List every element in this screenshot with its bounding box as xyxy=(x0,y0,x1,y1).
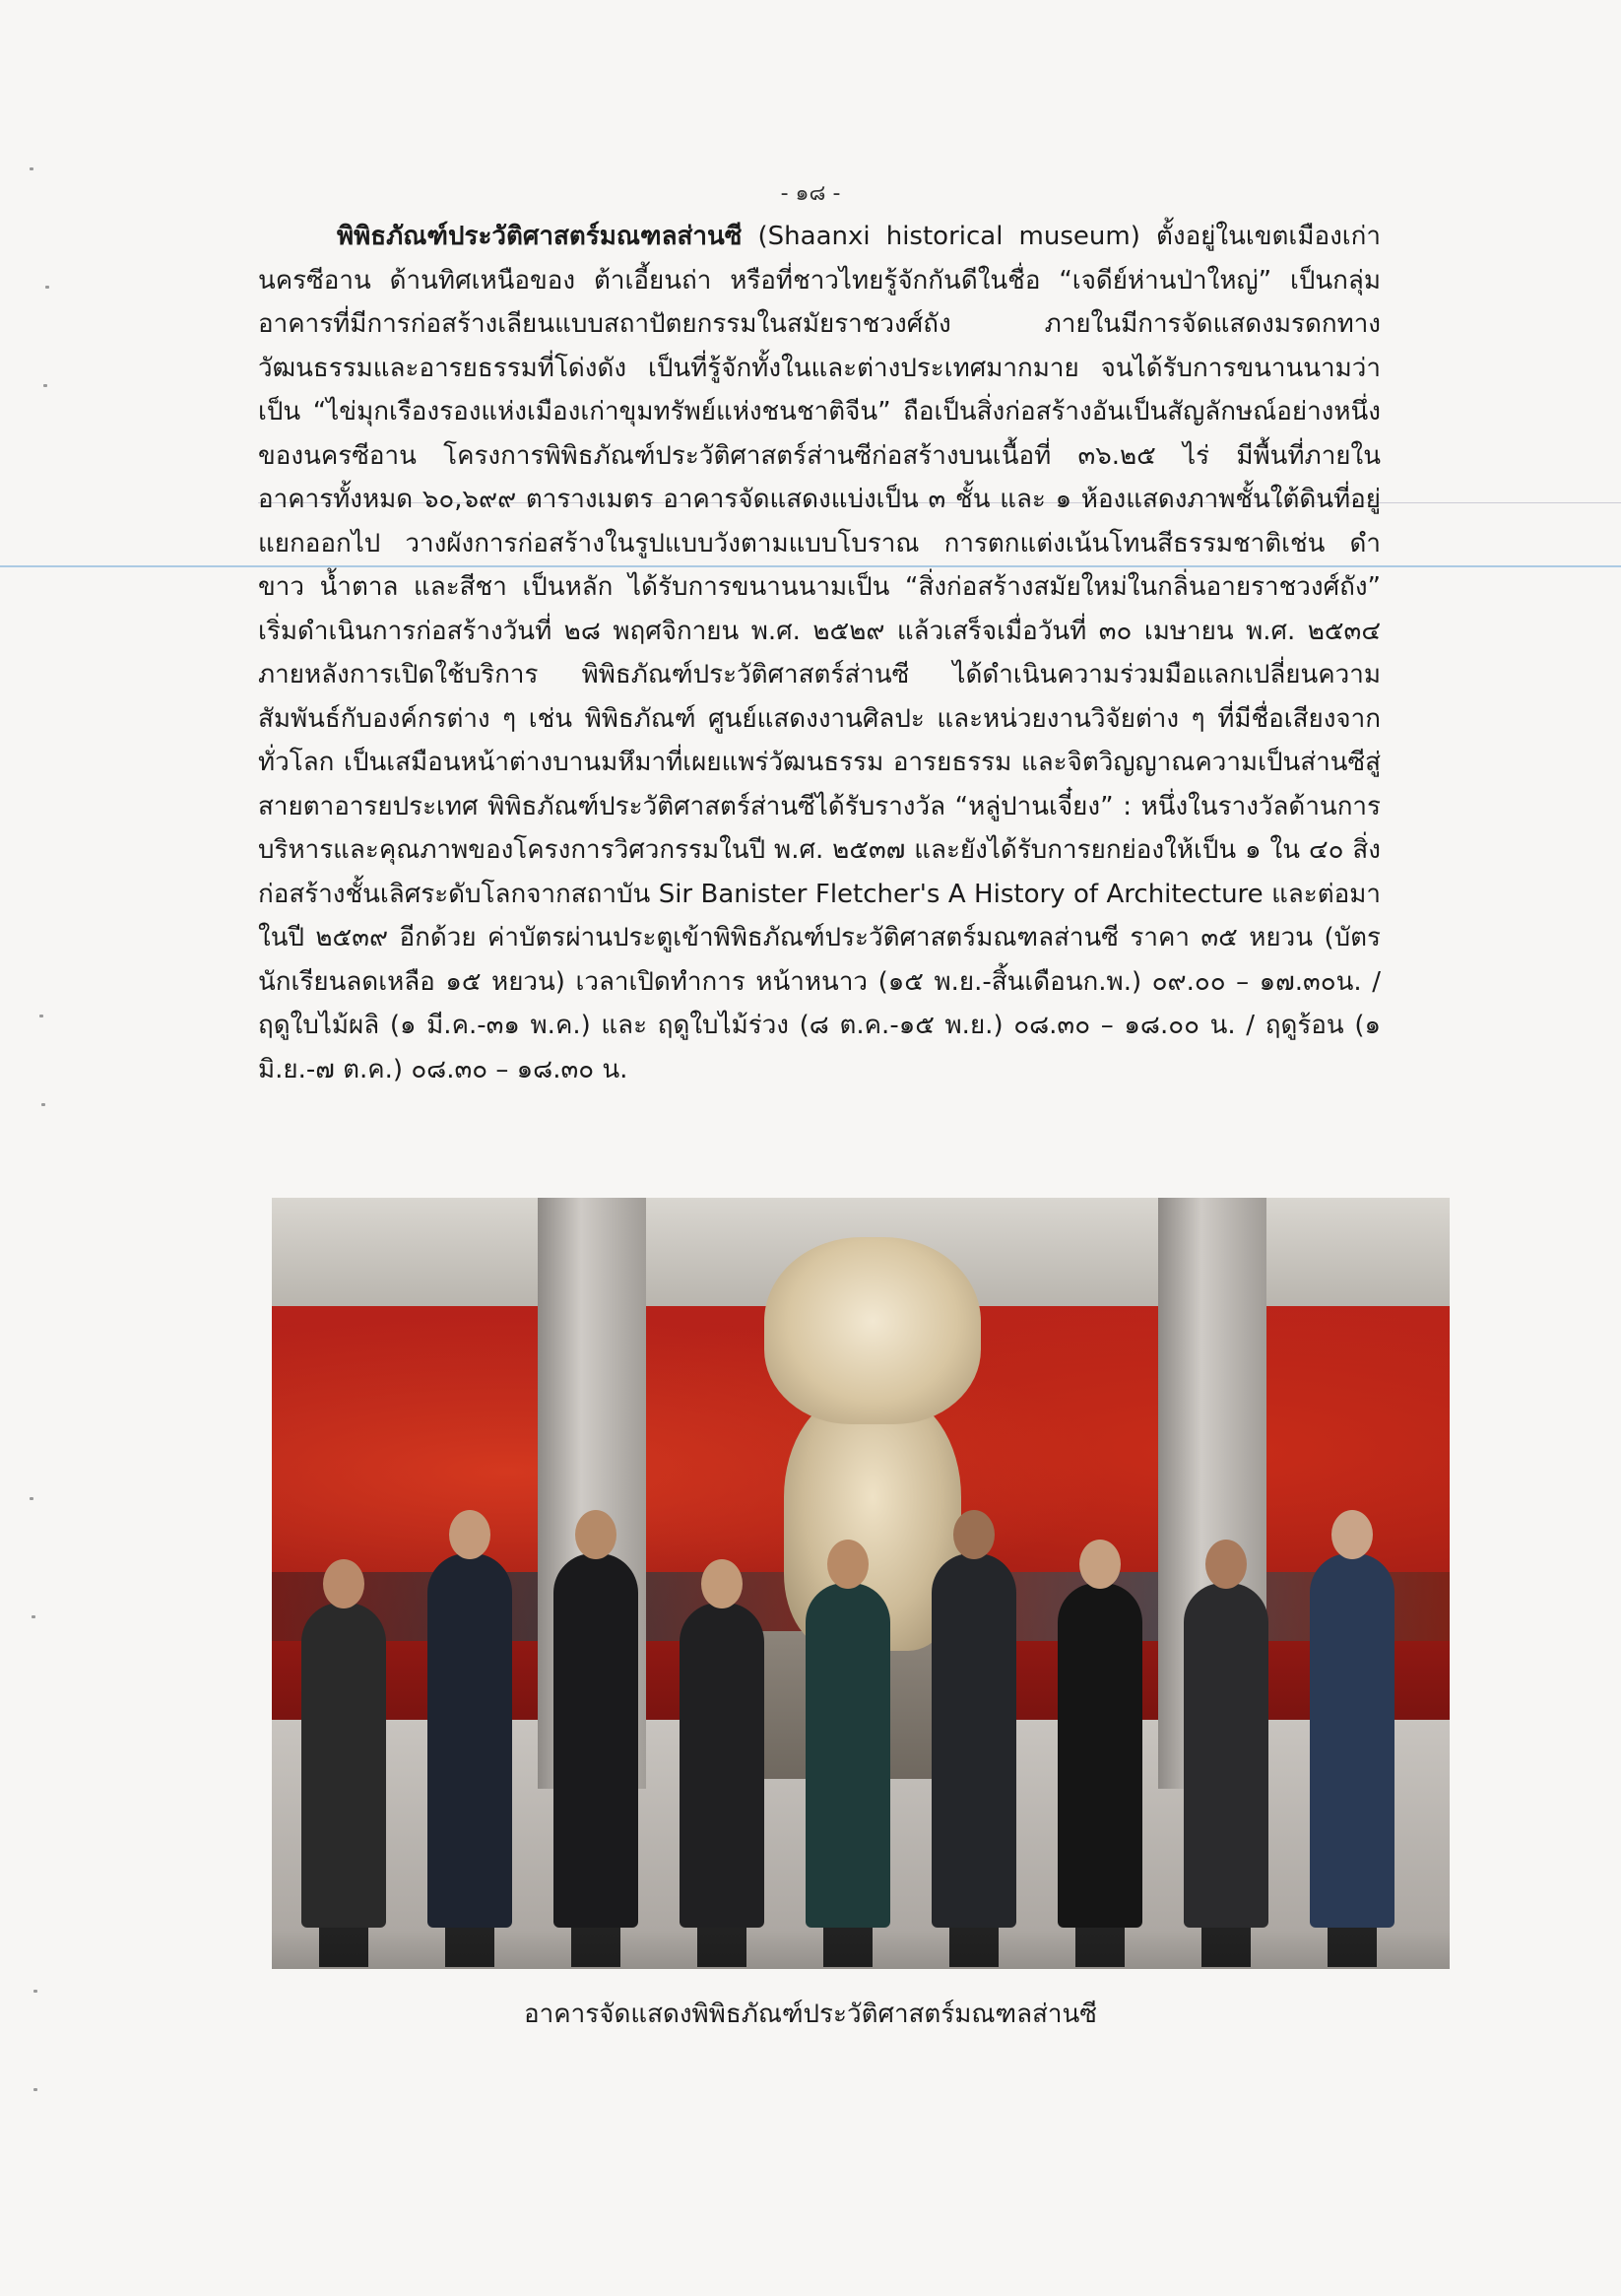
photo-person xyxy=(427,1553,512,1928)
photo-person-head xyxy=(575,1510,616,1559)
figure-caption: อาคารจัดแสดงพิพิธภัณฑ์ประวัติศาสตร์มณฑลส่านซี xyxy=(524,2000,1097,2029)
photo-person xyxy=(1310,1553,1394,1928)
photo-person-head xyxy=(1205,1540,1247,1589)
article-text: ตั้งอยู่ในเขตเมืองเก่านครซีอาน ด้านทิศเหนือของ ต้าเอี้ยนถ่า หรือที่ชาวไทยรู้จักกันดีในชื่อ “เจดีย์ห่านป่าใหญ่” เป็นกลุ่มอาคารที่มีการก่อสร้างเลียนแบบสถาปัตยกรรมในสมัยราชวงศ์ถัง ภายในมีการจัดแสดงมรดกทางวัฒนธรรมและอารยธรรมที่โด่งดัง เป็นที่รู้จักทั้งในและต่างประเทศมากมาย จนได้รับการขนานนามว่าเป็น “ไข่มุกเรืองรองแห่งเมืองเก่าขุมทรัพย์แห่งชนชาติจีน” ถือเป็นสิ่งก่อสร้างอันเป็นสัญลักษณ์อย่างหนึ่งของนครซีอาน โครงการพิพิธภัณฑ์ประวัติศาสตร์ส่านซีก่อสร้างบนเนื้อที่ ๓๖.๒๕ ไร่ มีพื้นที่ภายในอาคารทั้งหมด ๖๐,๖๙๙ ตารางเมตร อาคารจัดแสดงแบ่งเป็น ๓ ชั้น และ ๑ ห้องแสดงภาพชั้นใต้ดินที่อยู่แยกออกไป วางผังการก่อสร้างในรูปแบบวังตามแบบโบราณ การตกแต่งเน้นโทนสีธรรมชาติเช่น ดำ ขาว น้ำตาล และสีชา เป็นหลัก ได้รับการขนานนามเป็น “สิ่งก่อสร้างสมัยใหม่ในกลิ่นอายราชวงศ์ถัง” เริ่มดำเนินการก่อสร้างวันที่ ๒๘ พฤศจิกายน พ.ศ. ๒๕๒๙ แล้วเสร็จเมื่อวันที่ ๓๐ เมษายน พ.ศ. ๒๕๓๔ ภายหลังการเปิดใช้บริการ พิพิธภัณฑ์ประวัติศาสตร์ส่านซี ได้ดำเนินความร่วมมือแลกเปลี่ยนความสัมพันธ์กับองค์กรต่าง ๆ เช่น พิพิธภัณฑ์ ศูนย์แสดงงานศิลปะ และหน่วยงานวิจัยต่าง ๆ ที่มีชื่อเสียงจากทั่วโลก เป็นเสมือนหน้าต่างบานมหึมาที่เผยแพร่วัฒนธรรม อารยธรรม และจิตวิญญาณความเป็นส่านซีสู่สายตาอารยประเทศ พิพิธภัณฑ์ประวัติศาสตร์ส่านซีได้รับรางวัล “หลู่ปานเจี๋ยง” : หนึ่งในรางวัลด้านการบริหารและคุณภาพของโครงการวิศวกรรมในปี พ.ศ. ๒๕๓๗ และยังได้รับการยกย่องให้เป็น ๑ ใน ๔๐ สิ่งก่อสร้างชั้นเลิศระดับโลกจากสถาบัน Sir Banister Fletcher's A History of Architecture และต่อมาในปี ๒๕๓๙ อีกด้วย ค่าบัตรผ่านประตูเข้าพิพิธภัณฑ์ประวัติศาสตร์มณฑลส่านซี ราคา ๓๕ หยวน (บัตรนักเรียนลดเหลือ ๑๕ หยวน) เวลาเปิดทำการ หน้าหนาว (๑๕ พ.ย.-สิ้นเดือนก.พ.) ๐๙.๐๐ – ๑๗.๓๐น. / ฤดูใบไม้ผลิ (๑ มี.ค.-๓๑ พ.ค.) และ ฤดูใบไม้ร่วง (๘ ต.ค.-๑๕ พ.ย.) ๐๘.๓๐ – ๑๘.๐๐ น. / ฤดูร้อน (๑ มิ.ย.-๗ ต.ค.) ๐๘.๓๐ – ๑๘.๓๐ น. xyxy=(258,222,1381,1084)
photo-person xyxy=(1058,1583,1142,1928)
scan-speck xyxy=(41,1103,45,1106)
lion-statue-head xyxy=(764,1237,981,1424)
photo-floor-shadow xyxy=(272,1930,1450,1969)
photo-person-head xyxy=(323,1559,364,1608)
photo-person xyxy=(301,1603,386,1928)
photo-person-head xyxy=(449,1510,490,1559)
photo-person-head xyxy=(1079,1540,1121,1589)
photo-person xyxy=(553,1553,638,1928)
article-title-english: (Shaanxi historical museum) xyxy=(742,222,1156,251)
scan-speck xyxy=(33,1990,37,1993)
photo-person-head xyxy=(953,1510,995,1559)
scan-speck xyxy=(43,384,47,387)
photo-person xyxy=(932,1553,1016,1928)
scan-speck xyxy=(30,167,33,170)
scan-speck xyxy=(45,286,49,289)
scan-speck xyxy=(32,1615,35,1618)
scan-speck xyxy=(33,2088,37,2091)
photo-person xyxy=(1184,1583,1268,1928)
photo-person-head xyxy=(701,1559,743,1608)
article-paragraph xyxy=(258,215,1381,1091)
article-title: พิพิธภัณฑ์ประวัติศาสตร์มณฑลส่านซี xyxy=(337,222,743,251)
scan-speck xyxy=(39,1015,43,1017)
photo-person-head xyxy=(827,1540,869,1589)
page-number: - ๑๘ - xyxy=(780,181,841,206)
photo-person xyxy=(806,1583,890,1928)
scan-speck xyxy=(30,1497,33,1500)
photo-person-head xyxy=(1331,1510,1373,1559)
photo-person xyxy=(680,1603,764,1928)
article-body xyxy=(258,215,1381,1091)
museum-group-photo xyxy=(272,1198,1450,1969)
